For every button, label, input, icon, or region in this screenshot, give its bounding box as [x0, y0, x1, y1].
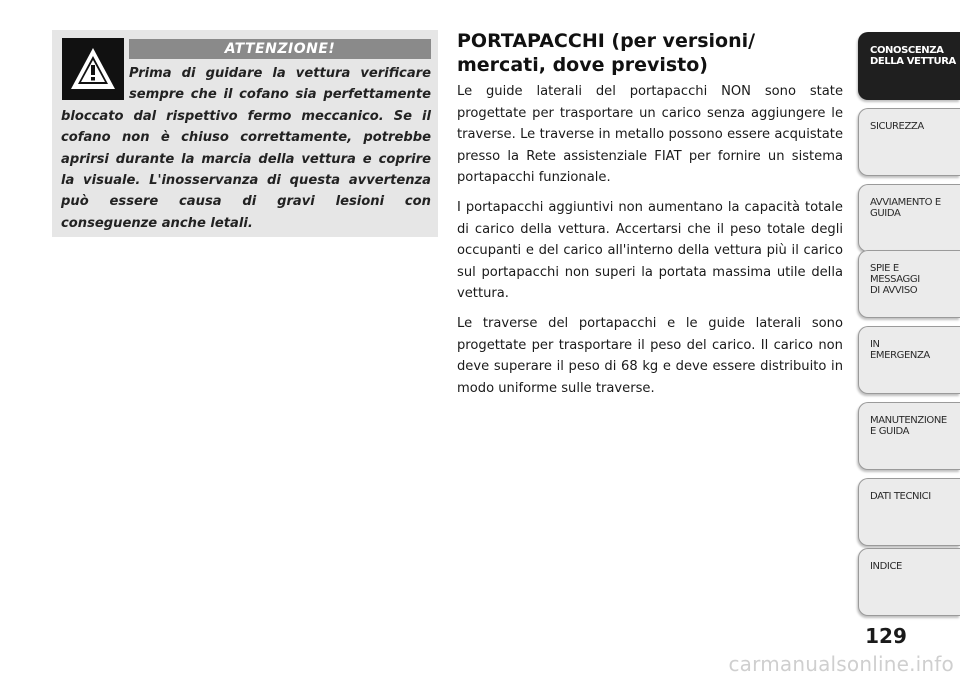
section-title: PORTAPACCHI (per versioni/ mercati, dove previsto): [457, 30, 756, 76]
tab-conoscenza-della-vettura[interactable]: CONOSCENZA DELLA VETTURA: [858, 32, 960, 100]
warning-header: ATTENZIONE!: [129, 39, 431, 59]
paragraph: I portapacchi aggiuntivi non aumentano la capacità totale di carico della vettura. Accertarsi che il peso totale degli occupanti e del carico all'interno della vettura più il carico sul portapacchi non superi la portata massima utile della vettura.: [457, 199, 843, 302]
paragraph: Le guide laterali del portapacchi NON sono state progettate per trasportare un carico senza aggiungere le traverse. Le traverse in metallo possono essere acquistate presso la Rete assistenziale FIAT per fornire un sistema portapacchi funzionale.: [457, 84, 843, 186]
warning-text: Prima di guidare la vettura verificare sempre che il cofano sia perfettamente bloccato dal rispettivo fermo meccanico. Se il cofano non è chiuso correttamente, potrebbe aprirsi durante la marcia della vettura e coprire la visuale. L'inosservanza di questa avvertenza può essere causa di gravi lesioni con conseguenze anche letali.: [61, 66, 431, 231]
watermark: carmanualsonline.info: [728, 652, 954, 676]
section-body: [457, 81, 843, 407]
tab-sicurezza[interactable]: SICUREZZA: [858, 108, 960, 176]
tab-manutenzione-e-guida[interactable]: MANUTENZIONE E GUIDA: [858, 402, 960, 470]
paragraph: Le traverse del portapacchi e le guide laterali sono progettate per trasportare il peso del carico. Il carico non deve superare il peso di 68 kg e deve essere distribuito in modo uniforme sulle traverse.: [457, 315, 843, 396]
tab-in-emergenza[interactable]: IN EMERGENZA: [858, 326, 960, 394]
tab-spie-e-messaggi[interactable]: SPIE E MESSAGGI DI AVVISO: [858, 250, 960, 318]
tab-indice[interactable]: INDICE: [858, 548, 960, 616]
chapter-sidebar: [858, 0, 960, 640]
tab-avviamento-e-guida[interactable]: AVVIAMENTO E GUIDA: [858, 184, 960, 252]
page-number: 129: [865, 624, 907, 648]
warning-box: [52, 30, 438, 237]
tab-dati-tecnici[interactable]: DATI TECNICI: [858, 478, 960, 546]
